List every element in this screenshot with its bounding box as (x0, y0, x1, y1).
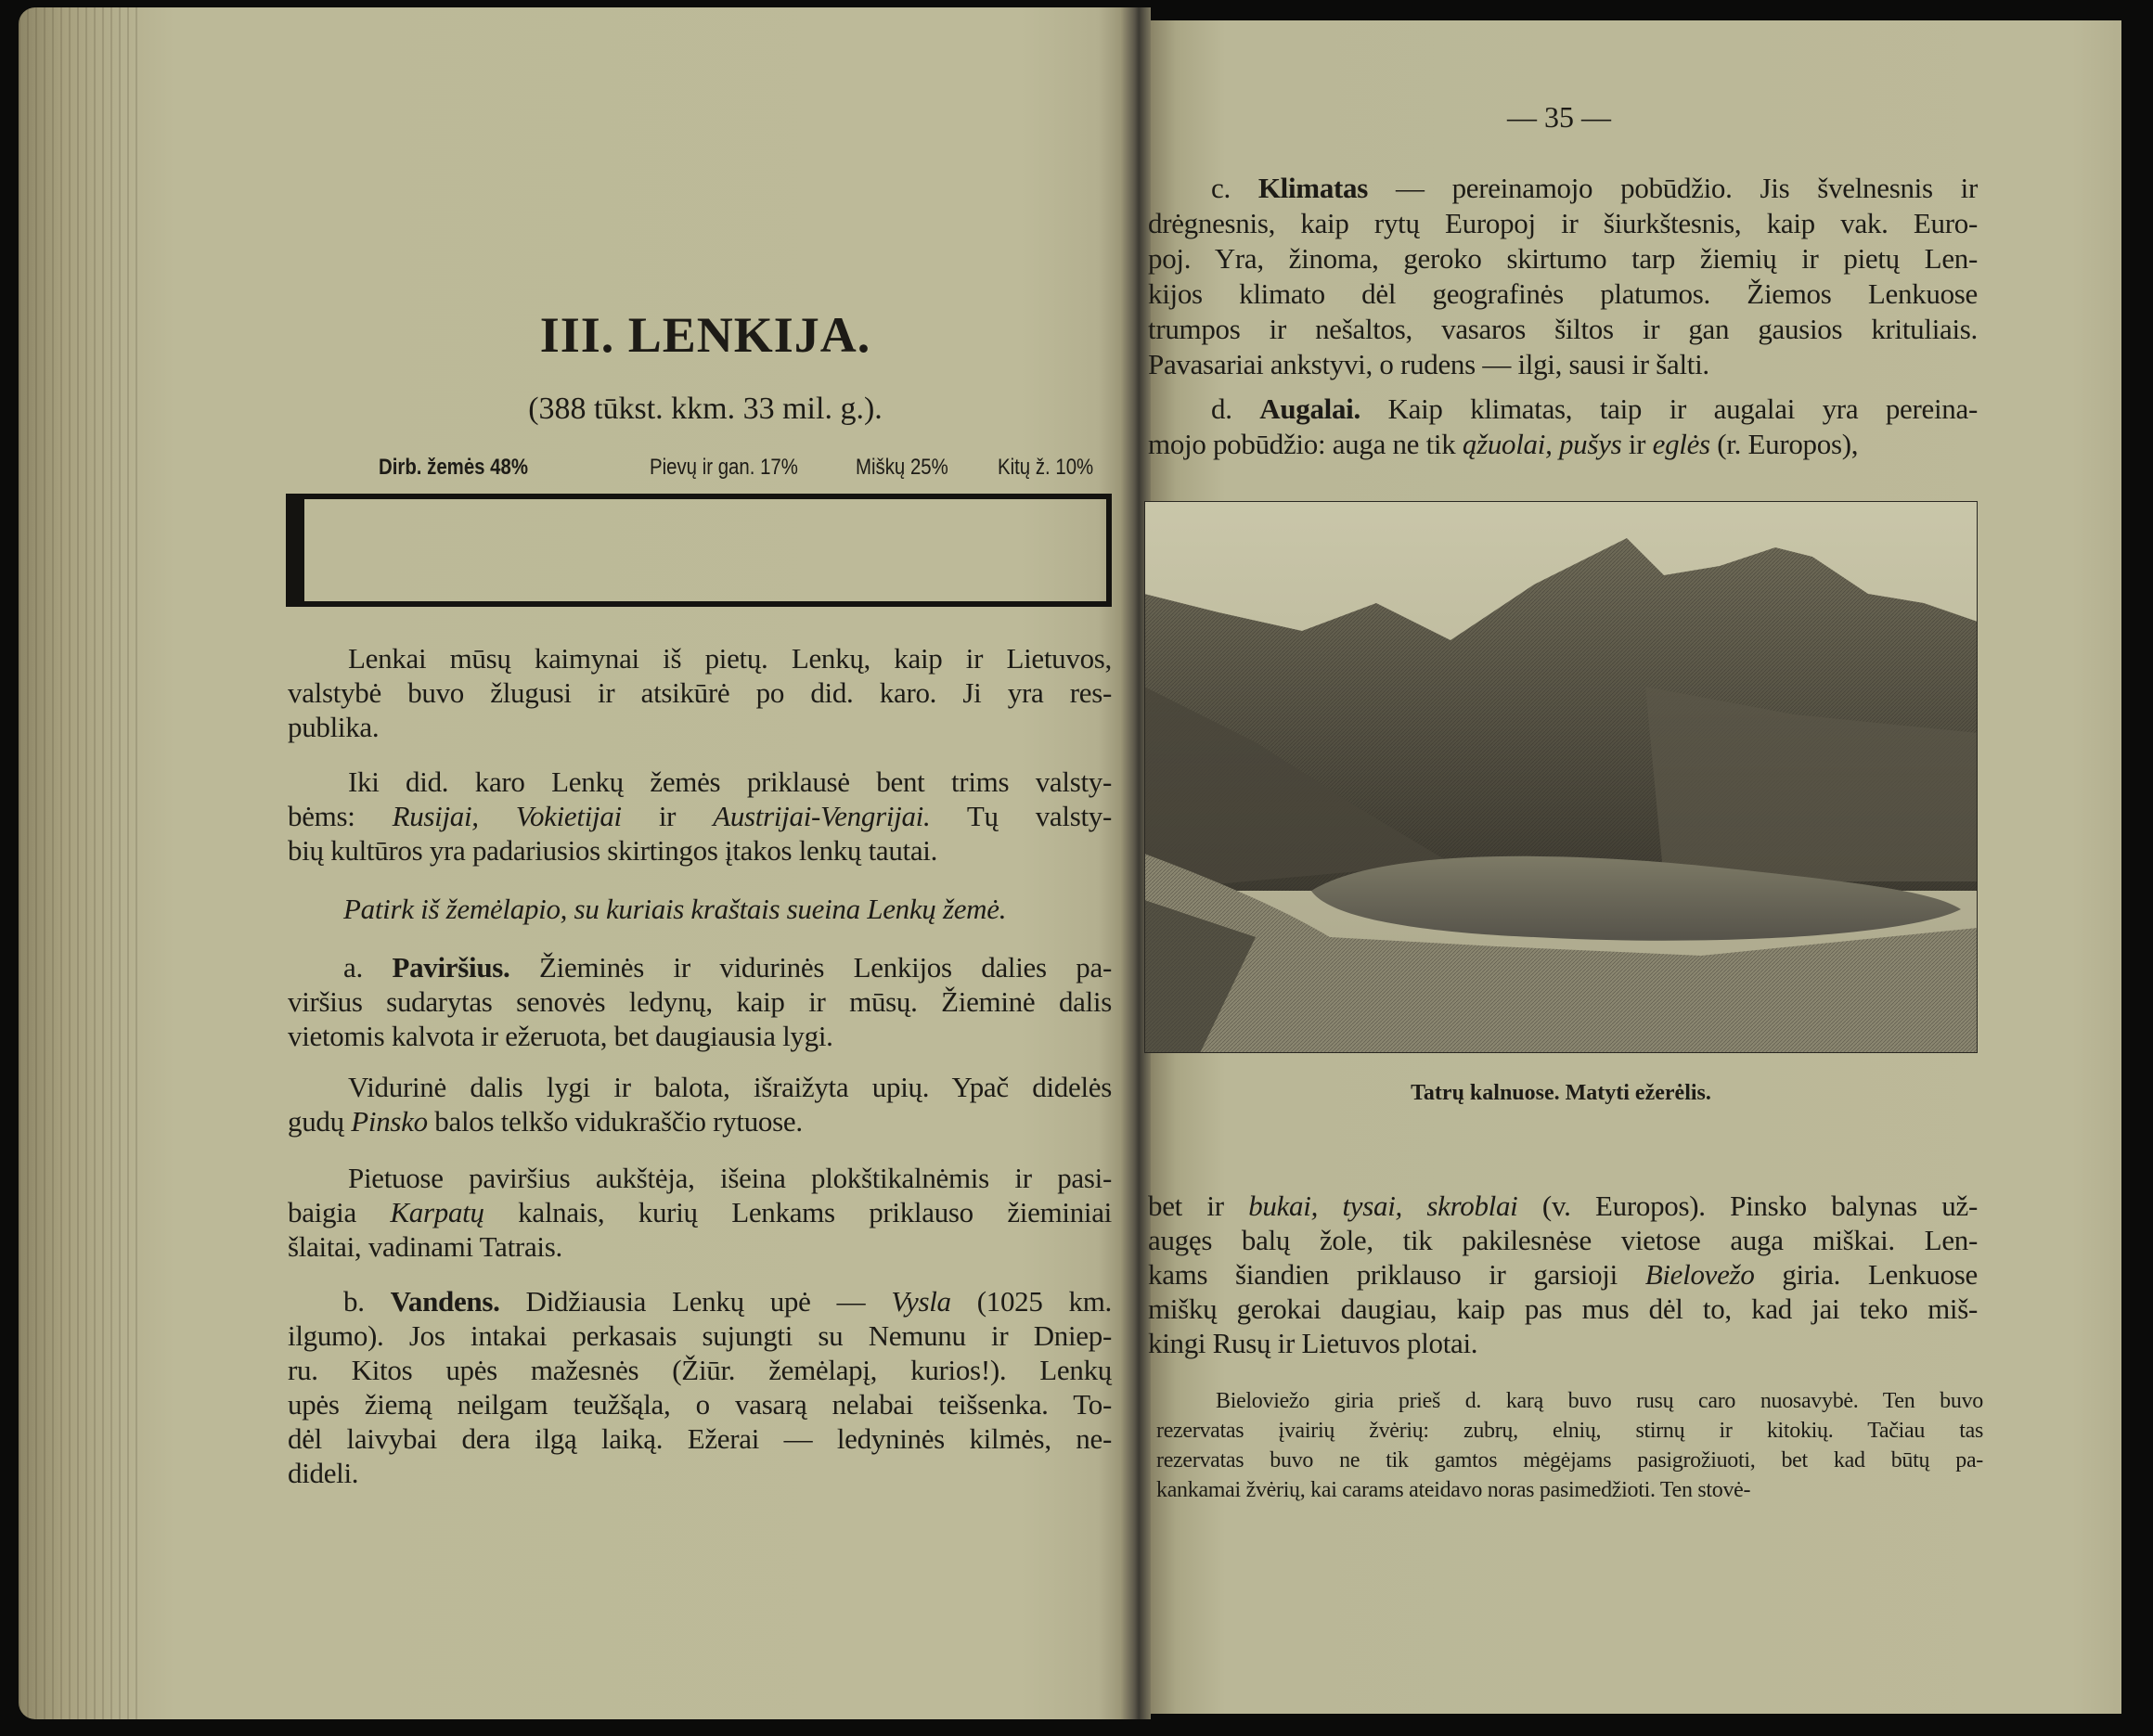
text-segment: rezervatas buvo ne tik gamtos mėgėjams pasigrožiuoti, bet kad būtų pa- (1156, 1448, 1983, 1472)
text-segment: Augalai. (1259, 392, 1360, 425)
text-segment: Paviršius. (392, 951, 510, 984)
text-segment: ilgumo). Jos intakai perkasais sujungti su Nemunu ir Dniep- (288, 1319, 1112, 1352)
text-segment: Vandens. (390, 1285, 500, 1318)
text-segment: kalnais, kurių Lenkams priklauso žieminiai (483, 1196, 1112, 1228)
text-segment: a. (343, 951, 393, 984)
text-segment: poj. Yra, žinoma, geroko skirtumo tarp žiemių ir pietų Len- (1148, 242, 1978, 275)
text-segment: bių kultūros yra padariusios skirtingos įtakos lenkų tautai. (288, 834, 938, 867)
text-line (1148, 206, 1978, 241)
tatra-mountains-illustration (1144, 501, 1978, 1053)
text-segment: eglės (1652, 428, 1710, 460)
text-segment: ru. Kitos upės mažesnės (Žiūr. žemėlapį, kurios!). Lenkų (288, 1354, 1112, 1386)
text-segment: upės žiemą neilgam teužšąla, o vasarą nelabai teišsenka. To- (288, 1388, 1112, 1421)
text-line (1148, 312, 1978, 347)
text-segment: kijos klimato dėl geografinės platumos. Žiemos Lenkuose (1148, 277, 1978, 310)
text-line (288, 1229, 1112, 1265)
text-segment: ąžuolai, pušys (1462, 428, 1622, 460)
page-edges (19, 7, 139, 1719)
text-segment: (r. Europos), (1709, 428, 1859, 460)
text-segment: publika. (288, 711, 380, 743)
text-line (288, 1019, 1112, 1054)
text-line (343, 950, 1112, 985)
text-line (288, 833, 1112, 868)
text-segment: kankamai žvėrių, kai carams ateidavo noras pasimedžioti. Ten stovė- (1156, 1478, 1751, 1502)
text-segment: balos telkšo vidukraščio rytuose. (427, 1105, 803, 1138)
text-line (348, 641, 1112, 676)
text-segment: Vidurinė dalis lygi ir balota, išraižyta upių. Ypač didelės (348, 1071, 1112, 1103)
land-label-meadows: Pievų ir gan. 17% (650, 455, 798, 480)
text-segment: Pavasariai ankstyvi, o rudens — ilgi, sausi ir šalti. (1148, 348, 1709, 380)
text-segment: Patirk iš žemėlapio, su kuriais kraštais sueina Lenkų žemė. (343, 893, 1007, 925)
text-segment: dideli. (288, 1457, 359, 1489)
text-line (288, 1195, 1112, 1230)
text-segment: mojo pobūdžio: auga ne tik (1148, 428, 1463, 460)
text-segment: bėms: (288, 800, 393, 832)
text-segment: šlaitai, vadinami Tatrais. (288, 1230, 562, 1263)
text-line (1148, 241, 1978, 276)
land-label-other: Kitų ž. 10% (998, 455, 1094, 480)
chapter-title: III. LENKIJA. (539, 307, 871, 363)
text-line (1156, 1475, 1983, 1505)
text-line (1148, 276, 1978, 312)
text-segment: Rusijai, Vokietijai (392, 800, 622, 832)
text-line (348, 1161, 1112, 1196)
text-segment: kingi Rusų ir Lietuvos plotai. (1148, 1327, 1478, 1359)
text-segment: (v. Europos). Pinsko balynas už- (1517, 1189, 1978, 1222)
text-segment: Tų valsty- (930, 800, 1113, 832)
text-line (288, 1318, 1112, 1354)
text-line (1211, 392, 1978, 427)
text-segment: viršius sudarytas senovės ledynų, kaip ir mūsų. Žieminė dalis (288, 985, 1112, 1018)
text-segment: bukai, tysai, skroblai (1248, 1189, 1518, 1222)
text-line (1148, 1223, 1978, 1258)
text-segment: valstybė buvo žlugusi ir atsikūrė po did. karo. Ji yra res- (288, 676, 1112, 709)
text-segment: vietomis kalvota ir ežeruota, bet daugiausia lygi. (288, 1020, 833, 1052)
text-line (343, 1284, 1112, 1319)
text-segment: d. (1211, 392, 1260, 425)
text-segment: Didžiausia Lenkų upė — (499, 1285, 892, 1318)
text-segment: ir (1621, 428, 1653, 460)
text-line (288, 675, 1112, 711)
text-segment: ir (621, 800, 714, 832)
text-segment: Klimatas (1257, 172, 1369, 204)
text-segment: giria. Lenkuose (1754, 1258, 1978, 1291)
text-line (1156, 1416, 1983, 1446)
text-line (1148, 427, 1978, 462)
illustration-caption: Tatrų kalnuose. Matyti ežerėlis. (1411, 1081, 1711, 1105)
text-segment: Austrijai-Vengrijai. (713, 800, 931, 832)
land-label-forests: Miškų 25% (856, 455, 948, 480)
text-segment: kams šiandien priklauso ir garsioji (1148, 1258, 1645, 1291)
text-segment: Vysla (891, 1285, 951, 1318)
text-segment: Pinsko (351, 1105, 428, 1138)
text-segment: trumpos ir nešaltos, vasaros šiltos ir gan gausios krituliais. (1148, 313, 1978, 345)
land-label-arable: Dirb. žemės 48% (379, 455, 529, 480)
land-use-bar (286, 494, 1112, 607)
page-number: — 35 — (1507, 100, 1611, 134)
text-segment: b. (343, 1285, 391, 1318)
text-line (1148, 1189, 1978, 1224)
text-line (288, 1387, 1112, 1422)
text-segment: Iki did. karo Lenkų žemės priklausė bent trims valsty- (348, 765, 1112, 798)
text-segment: gudų (288, 1105, 352, 1138)
text-line (288, 1104, 1112, 1139)
text-segment: rezervatas įvairių žvėrių: zubrų, elnių, stirnų ir kitokių. Tačiau tas (1156, 1419, 1983, 1443)
text-line (343, 892, 1112, 927)
text-line (288, 984, 1112, 1020)
text-segment: Karpatų (390, 1196, 484, 1228)
text-line (1148, 347, 1978, 382)
text-segment: Kaip klimatas, taip ir augalai yra pereina- (1360, 392, 1978, 425)
text-line (288, 1421, 1112, 1457)
text-segment: miškų gerokai daugiau, kaip pas mus dėl to, kad jai teko miš- (1148, 1292, 1978, 1325)
text-line (1211, 171, 1978, 206)
land-segment-forests (300, 499, 304, 601)
text-segment: Lenkai mūsų kaimynai iš pietų. Lenkų, kaip ir Lietuvos, (348, 642, 1112, 675)
text-line (1148, 1292, 1978, 1327)
text-segment: (1025 km. (950, 1285, 1112, 1318)
text-segment: c. (1211, 172, 1258, 204)
text-segment: dėl laivybai dera ilgą laiką. Ežerai — ledyninės kilmės, ne- (288, 1422, 1112, 1455)
text-segment: drėgnesnis, kaip rytų Europoj ir šiurkštesnis, kaip vak. Euro- (1148, 207, 1978, 239)
text-segment: bet ir (1148, 1189, 1249, 1222)
text-line (348, 1070, 1112, 1105)
text-line (1156, 1446, 1983, 1475)
text-line (288, 799, 1112, 834)
text-segment: baigia (288, 1196, 391, 1228)
text-segment: Žieminės ir vidurinės Lenkijos dalies pa- (509, 951, 1112, 984)
text-line (1216, 1386, 1983, 1416)
text-segment: — pereinamojo pobūdžio. Jis švelnesnis ir (1368, 172, 1979, 204)
text-segment: Bielovežo (1644, 1258, 1755, 1291)
text-line (288, 710, 1112, 745)
text-line (1148, 1326, 1978, 1361)
text-segment: Pietuose paviršius aukštėja, išeina plokštikalnėmis ir pasi- (348, 1162, 1112, 1194)
text-segment: augęs balų žole, tik pakilesnėse vietose auga miškai. Len- (1148, 1224, 1978, 1256)
text-line (288, 1456, 1112, 1491)
text-line (348, 765, 1112, 800)
text-segment: Bieloviežo giria prieš d. karą buvo rusų caro nuosavybė. Ten buvo (1216, 1389, 1983, 1413)
text-line (288, 1353, 1112, 1388)
chapter-subtitle: (388 tūkst. kkm. 33 mil. g.). (528, 392, 883, 426)
text-line (1148, 1257, 1978, 1292)
